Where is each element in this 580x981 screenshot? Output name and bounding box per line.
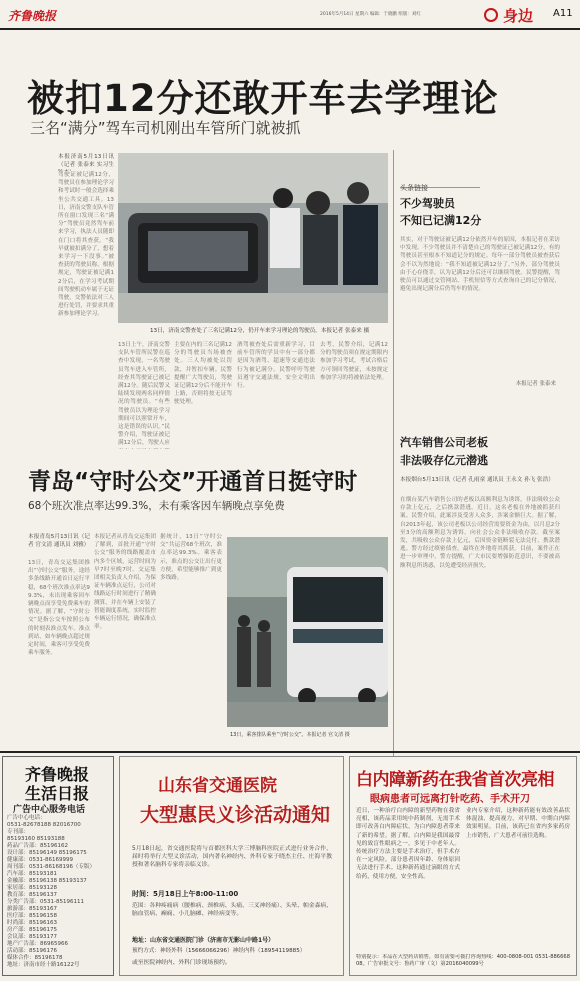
ad2-text: 5月18日起，省交通医院将与首都医科大学三博脑科医院正式进行业务合作，届时将举行大型义诊活动，国内著名神经内、外科专家于晓杰主任、庄海平教授和著名脑科专家将亲临义诊。 <box>132 846 332 869</box>
story1-byline: 本报济南5月13日讯（记者 张泰来 实习生 <box>58 154 114 169</box>
ad3-subtitle: 眼病患者可远离打针吃药、手术开刀 <box>370 794 530 805</box>
ad2-time: 时间：5月18日上午8:00-11:00 <box>132 890 239 898</box>
ad1-line: 汽车部：85193181 <box>7 871 57 877</box>
section-name: 身边 <box>503 7 534 25</box>
bus-stop-photo <box>227 537 388 727</box>
masthead-logo: 齐鲁晚报 <box>8 9 57 23</box>
section-badge <box>484 8 498 22</box>
ad3-text-2: 业内专家介绍，这种新药能有效改善晶状体混浊，提高视力，对早期、中期白内障效果明显。目前，该药已在省内多家药房上市销售，广大患者可前往选购。 <box>466 808 570 839</box>
ad1-title-1: 齐鲁晚报 <box>25 765 90 784</box>
page-number: A11 <box>553 8 573 19</box>
ad1-lines <box>7 815 111 969</box>
ad3-box <box>349 756 577 976</box>
sidebar-story-headline-2: 非法吸存亿元潜逃 <box>400 454 488 467</box>
ad1-subtitle: 广告中心服务电话 <box>13 805 86 815</box>
ad1-box <box>2 756 114 976</box>
ad3-title: 白内障新药在我省首次亮相 <box>356 770 554 790</box>
story2-subhead: 68个班次准点率达99.3%，未有乘客因车辆晚点享免费 <box>28 500 285 512</box>
masthead-rule <box>0 28 580 30</box>
sidebar-story-byline: 本报烟台5月13日讯（记者 孔雨童 通讯员 王永文 孙飞 张浩） <box>400 477 554 483</box>
ads-top-rule <box>0 751 580 753</box>
ad2-phone: 预约方式：神经外科（15666066296）神经内科（18954119885） <box>132 948 306 954</box>
ad3-footer: 特别提示：本品在大型药店销售，如有需要可拨打咨询热线：400-0808-001 0531-88666808。广告审批文号：鲁药广审（文）第2016040099号 <box>356 954 570 967</box>
sidebar-text: 其实，对于驾驶证被记满12分依然开车的原因，本报记者在采访中发现，不少驾驶员并不清楚自己的驾驶证已被记满12分，有的驾驶员甚至根本不知道记分的规定。每年一部分驾驶员被查获后会不以为然地说：“我不知道被记满12分了。”另外，部分驾驶员由于心存侥幸，认为记满12分后还可以继续驾驶。民警提醒，驾驶员可以通过交管网站、手机短信等方式查询自己的记分情况，避免出现记满分后仍驾车的情况。 <box>400 237 560 293</box>
ad1-line: 周刊部：0531-86168196（专版） <box>7 864 95 870</box>
ad1-line: 分类广告部：0531-85196111 <box>7 899 84 905</box>
story1-col1-cont: 13日上午，济南交警支队车管所民警在巡查中发现，一名驾驶员驾车进入车管所，经查其驾驶证已被记满12分。随后民警又陆续发现两名同样情况的驾驶员。“有些驾驶员以为理论学习期间可以照常开车，这是错误的认识。”民警介绍，驾驶证被记满12分后，驾驶人应 <box>118 342 170 447</box>
ad1-title-2: 生活日报 <box>25 784 90 803</box>
ad1-line: 时尚部：85196163 <box>7 920 57 926</box>
ad2-address: 地址：山东省交通医院门诊（济南市无影山中路1号） <box>132 937 275 944</box>
ad2-box <box>119 756 344 976</box>
ad1-line: 健康部：0531-86169999 <box>7 857 73 863</box>
ad1-line: 设计部：85196149 85196175 <box>7 850 87 856</box>
story2-col2: 本报记者从青岛交运集团了解到，首批开通“守时公交”服务的线路覆盖市内多个区域，运营时间为早7时至晚7时。交运集团相关负责人介绍，为保证车辆准点运行，公司对线路运行时间进行了精确测算，并在车辆上安装了智能调度系统，实时监控车辆运行情况，确保准点率。 <box>94 534 156 631</box>
ad1-line: 旅游部：85193167 <box>7 906 57 912</box>
sidebar-tag-label: 头条链接 <box>400 184 428 192</box>
ad1-line: 会议部：85193177 <box>7 934 57 940</box>
ad1-line: 85193160 85193188 <box>7 836 65 842</box>
story1-headline: 被扣12分还敢开车去学理论 <box>27 77 499 120</box>
ad2-title-2: 大型惠民义诊活动通知 <box>140 804 331 826</box>
ad3-text: 近日，一种治疗白内障的新型药物在我省亮相，该药品采用纯中药制剂，无需手术即可改善白内障症状，为白内障患者带来了新的希望。据了解，白内障是我国最常见的致盲性眼病之一，多见于中老年人。传统治疗方法主要是手术治疗，但手术存在一定风险，部分患者因年龄、身体原因无法进行手术。这种新药通过滴眼的方式给药，使用方便，安全性高。 <box>356 808 460 880</box>
masthead <box>0 0 580 30</box>
ad1-line: 0531-82678188 82016700 <box>7 822 81 828</box>
story1-col5: 去考，民警介绍，记满12分的驾驶员须在规定期限内参加学习考试，考试合格后方可领回驾驶证，未按规定参加学习的将被依法处理。 <box>320 342 388 381</box>
ad1-line: 地址：济南市经十路16122号 <box>7 962 80 968</box>
story1-col4: 酒驾被查处后需重新学习，目前车管所的学员中有一部分都是因为酒驾、超速等交通违法行为被记满分。民警呼吁驾驶员遵守交通法规，安全文明出行。 <box>237 342 315 390</box>
story1-photo-caption: 13日，济南交警查处了三名记满12分，仍开车来学习理论的驾驶员。本报记者 张泰来 摄 <box>150 328 370 334</box>
story1-subhead: 三名“满分”驾车司机刚出车管所门就被抓 <box>30 119 301 137</box>
ad1-line: 地产广告部：86965966 <box>7 941 68 947</box>
ad2-title-1: 山东省交通医院 <box>158 776 277 796</box>
story1-col1: 驾驶证被记满12分，驾驶员在参加理论学习和考试时一般会选择乘坐公共交通工具。13日，济南交警支队车管所在窗口发现三名“满分”驾驶员竟然驾车前来学习，执法人员随即在门口将其查获。“我早就被扣满分了，想着来学习一下没事。”被查获的驾驶员称。根据规定，驾驶证被记满12分后，在学习考试期间驾驶机动车属于无证驾驶，交警依法对三人进行处罚，并要求其重新参加理论学习。 <box>58 172 114 318</box>
ad1-line: 房产部：85196175 <box>7 927 57 933</box>
story2-col3: 据统计，13日“守时公交”共运营68个班次，准点率达99.3%。乘客表示，准点的公交让出行更方便，希望能够推广到更多线路。 <box>160 534 222 582</box>
ad1-line: 医疗部：85196158 <box>7 913 57 919</box>
sidebar-story-headline-1: 汽车销售公司老板 <box>400 436 488 449</box>
story2-headline: 青岛“守时公交”开通首日挺守时 <box>28 469 358 495</box>
ad1-line: 广告中心电话： <box>7 815 46 821</box>
police-checkpoint-photo <box>118 153 388 323</box>
sidebar-tag <box>400 175 480 192</box>
story2-photo-caption: 13日，乘客排队乘坐“守时公交”。本报记者 官文清 摄 <box>230 732 350 738</box>
ad1-line: 专刊部： <box>7 829 30 835</box>
masthead-date-line: 2016年5月14日 星期六 编辑：于晓鹏 组版：刘红 <box>320 12 421 17</box>
ad1-line: 家居部：85193128 <box>7 885 57 891</box>
ad1-line: 教育部：85196137 <box>7 892 57 898</box>
story1-photo <box>118 153 388 323</box>
story2-col1: 13日，青岛交运集团推出“守时公交”服务，途经多条线路开通首日运行平稳，68个班次准点率达99.3%，未出现乘客因车辆晚点而享受免费乘车的情况。据了解，“守时公交”是指公交车按照公布的时刻表准点发车、准点到站，如车辆晚点超过规定时间，乘客可享受免费乘车服务。 <box>28 560 90 657</box>
story2-byline: 本报青岛5月13日讯（记者 官文清 通讯员 刘雅） <box>28 534 90 549</box>
ad1-line: 金融部：85196138 85193137 <box>7 878 87 884</box>
ad1-line: 活动部：85196176 <box>7 948 57 954</box>
sidebar-byline: 本报记者 张泰来 <box>515 381 556 387</box>
ad2-footer: 或至医院神经内、外科门诊现场预约。 <box>132 960 231 966</box>
sidebar-headline-2: 不知已记满12分 <box>400 214 482 227</box>
story2-photo <box>227 537 388 727</box>
story1-col3: 主要在内的三名记满12分的驾驶员当场被查处。三人均被处以罚款，并暂扣车辆。民警提醒广大驾驶员，驾驶证记满12分后不能开车上路，否则将按无证驾驶处理。 <box>174 342 232 406</box>
sidebar-headline-1: 不少驾驶员 <box>400 197 455 210</box>
ad1-line: 媒体合作：85196178 <box>7 955 63 961</box>
ad2-scope: 范围：各种疼痛病（腰椎病、颈椎病、头痛、三叉神经痛）、头晕、帕金森病、脑血管病、癫痫、小儿脑瘫、神经病变等。 <box>132 903 332 918</box>
sidebar-story-text: 在烟台某汽车销售公司的老板以高额利息为诱饵，非法吸收公众存款上亿元，之后携款潜逃。近日，这名老板在外地被抓获归案。民警介绍，此案涉及受害人众多，涉案金额巨大。据了解，自2013年起，该公司老板以公司经营需要资金为由，以月息2分至3分的高额利息为诱饵，向社会公众非法吸收存款。截至案发，共吸收公众存款上亿元，后因资金链断裂无法兑付，携款潜逃。警方经过缜密侦查，最终在外地将其抓获。目前，案件正在进一步审理中。警方提醒，广大市民要增强防范意识，不要被高额利息所诱惑，以免遭受经济损失。 <box>400 497 560 569</box>
ad1-line: 药品广告部：85196162 <box>7 843 68 849</box>
